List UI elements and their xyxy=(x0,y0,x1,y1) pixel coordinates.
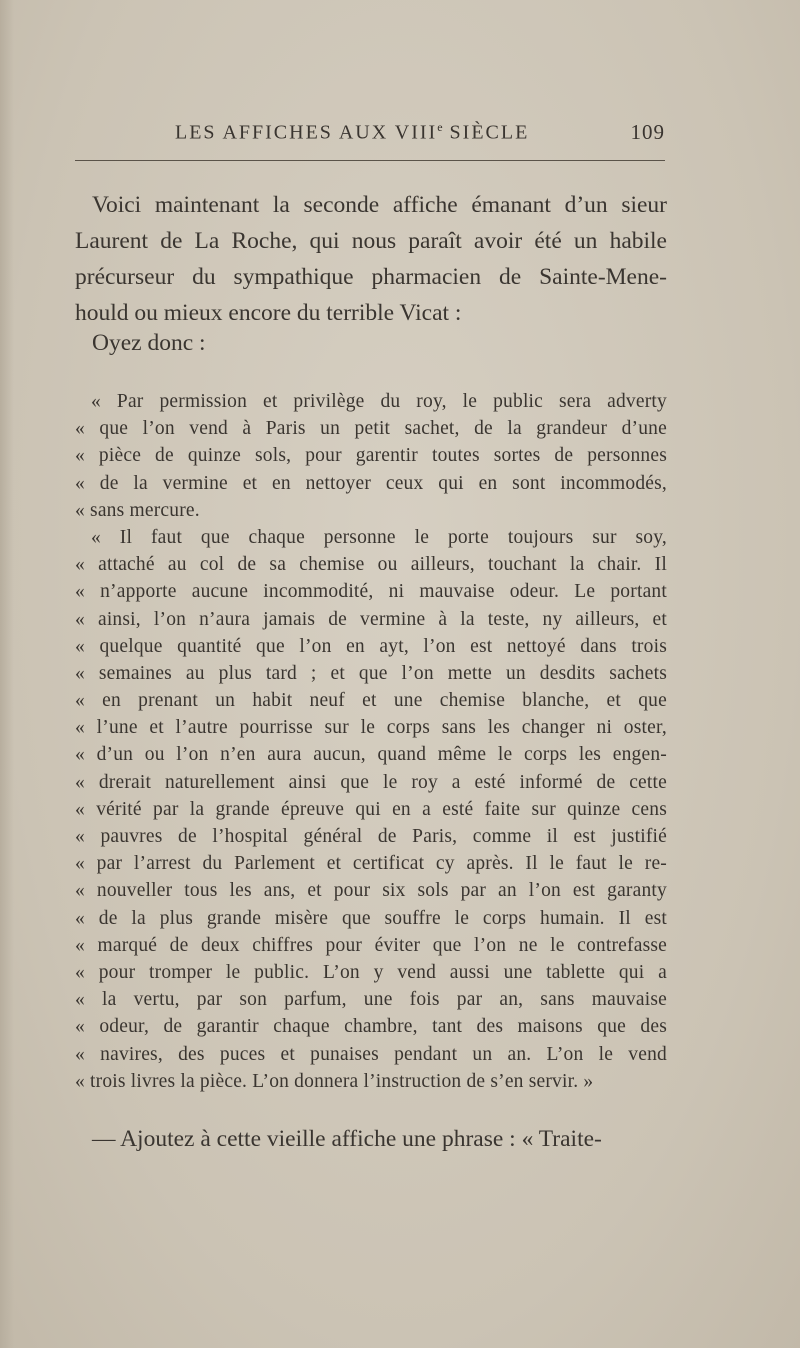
quote-line: « drerait naturellement ainsi que le roy a esté informé de cette xyxy=(75,771,667,793)
intro-line: hould ou mieux encore du terrible Vicat : xyxy=(75,300,462,326)
quote-line: « navires, des puces et punaises pendant un an. L’on le vend xyxy=(75,1043,667,1065)
quote-line: « d’un ou l’on n’en aura aucun, quand même le corps les engen- xyxy=(75,744,667,766)
quote-line: « pauvres de l’hospital général de Paris, comme il est justifié xyxy=(75,826,667,847)
head-title-superscript: e xyxy=(437,120,443,134)
quote-line: « la vertu, par son parfum, une fois par an, sans mauvaise xyxy=(75,989,667,1011)
quote-line: « en prenant un habit neuf et une chemise blanche, et que xyxy=(75,690,667,712)
quote-line: « que l’on vend à Paris un petit sachet, de la grandeur d’une xyxy=(75,418,667,440)
head-title-suffix: SIÈCLE xyxy=(442,121,530,144)
quote-line: « de la vermine et en nettoyer ceux qui en sont incommodés, xyxy=(75,472,667,494)
quote-line: « Par permission et privilège du roy, le public sera adverty xyxy=(91,391,667,412)
quote-line: « quelque quantité que l’on en ayt, l’on est nettoyé dans trois xyxy=(75,635,667,657)
quote-line: « vérité par la grande épreuve qui en a esté faite sur quinze cens xyxy=(75,798,667,820)
quote-line: « pièce de quinze sols, pour garentir toutes sortes de personnes xyxy=(75,445,667,467)
quote-line: « de la plus grande misère que souffre le corps humain. Il est xyxy=(75,907,667,929)
quote-line: « par l’arrest du Parlement et certificat cy après. Il le faut le re- xyxy=(75,853,667,875)
intro-paragraph xyxy=(75,187,667,331)
page-edge-shadow xyxy=(0,0,14,1348)
quote-line: « l’une et l’autre pourrisse sur le corps sans les changer ni oster, xyxy=(75,717,667,739)
quote-line: « semaines au plus tard ; et que l’on mette un desdits sachets xyxy=(75,662,667,684)
quoted-affiche xyxy=(75,388,667,1095)
quote-line: « n’apporte aucune incommodité, ni mauvaise odeur. Le portant xyxy=(75,581,667,603)
quote-line: « ainsi, l’on n’aura jamais de vermine à la teste, ny ailleurs, et xyxy=(75,608,667,630)
quote-line: « Il faut que chaque personne le porte toujours sur soy, xyxy=(91,526,667,548)
page-number: 109 xyxy=(630,120,665,144)
running-head-title xyxy=(175,120,529,145)
intro-line: Laurent de La Roche, qui nous paraît avoir été un habile xyxy=(75,228,667,254)
quote-line: « pour tromper le public. L’on y vend aussi une tablette qui a xyxy=(75,961,667,983)
intro-line: Voici maintenant la seconde affiche émanant d’un sieur xyxy=(92,192,667,218)
quote-line: « trois livres la pièce. L’on donnera l’instruction de s’en servir. » xyxy=(75,1070,594,1092)
header-rule xyxy=(75,160,665,161)
quote-line: « sans mercure. xyxy=(75,499,200,521)
oyez-line: Oyez donc : xyxy=(92,330,206,356)
intro-line: précurseur du sympathique pharmacien de Sainte-Mene- xyxy=(75,264,667,290)
quote-line: « marqué de deux chiffres pour éviter que l’on ne le contrefasse xyxy=(75,934,667,956)
quote-line: « nouveller tous les ans, et pour six sols par an l’on est garanty xyxy=(75,880,667,902)
running-head xyxy=(75,120,665,150)
closing-line: — Ajoutez à cette vieille affiche une phrase : « Traite- xyxy=(92,1126,602,1152)
quote-line: « attaché au col de sa chemise ou ailleurs, touchant la chair. Il xyxy=(75,554,667,576)
head-title-text: LES AFFICHES AUX VIII xyxy=(175,121,438,144)
quote-line: « odeur, de garantir chaque chambre, tant des maisons que des xyxy=(75,1016,667,1038)
